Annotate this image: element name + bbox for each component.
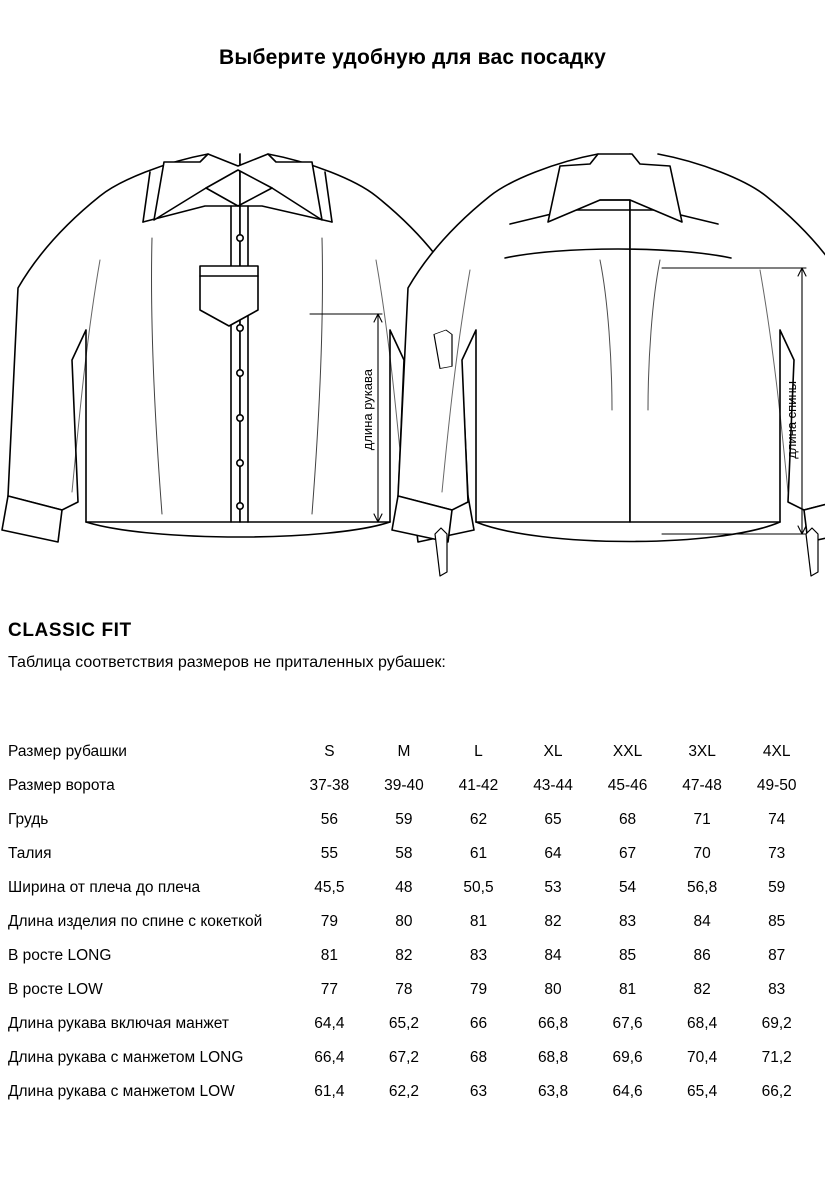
- column-header: S: [324, 743, 335, 760]
- row-label: Талия: [8, 845, 52, 862]
- row-label: Длина рукава с манжетом LOW: [8, 1083, 235, 1100]
- column-header: Размер рубашки: [8, 743, 127, 760]
- cell: 61: [469, 845, 488, 862]
- cell: 67: [618, 845, 637, 862]
- cell: 84: [693, 913, 711, 930]
- cell: 59: [395, 811, 413, 828]
- cell: 64: [544, 845, 562, 862]
- cell: 82: [395, 947, 413, 964]
- cell: 83: [618, 913, 637, 930]
- cell: 67,2: [388, 1049, 420, 1066]
- row-label: В росте LOW: [8, 981, 103, 998]
- cell: 41-42: [458, 777, 499, 794]
- row-label: Грудь: [8, 811, 49, 828]
- cell: 69,2: [761, 1015, 792, 1032]
- cell: 68: [618, 811, 637, 828]
- cell: 84: [544, 947, 562, 964]
- cell: 70,4: [687, 1049, 718, 1066]
- cell: 74: [768, 811, 786, 828]
- cell: 71: [693, 811, 711, 828]
- column-header: M: [397, 743, 411, 760]
- cell: 82: [693, 981, 711, 998]
- table-row: [8, 973, 814, 1007]
- cell: 62: [469, 811, 488, 828]
- column-header: 4XL: [762, 743, 791, 760]
- cell: 43-44: [533, 777, 573, 794]
- fit-subtitle: Таблица соответствия размеров не приталенных рубашек:: [8, 654, 446, 671]
- cell: 59: [768, 879, 786, 896]
- cell: 68,8: [537, 1049, 569, 1066]
- cell: 53: [544, 879, 562, 896]
- cell: 45-46: [607, 777, 648, 794]
- row-label: Размер ворота: [8, 777, 115, 794]
- cell: 64,4: [314, 1015, 345, 1032]
- cell: 66,4: [314, 1049, 345, 1066]
- cell: 79: [320, 913, 338, 930]
- cell: 79: [469, 981, 488, 998]
- cell: 45,5: [314, 879, 345, 896]
- cell: 86: [693, 947, 711, 964]
- cell: 49-50: [756, 777, 797, 794]
- table-row: [8, 871, 814, 905]
- cell: 68: [469, 1049, 488, 1066]
- cell: 65,4: [687, 1083, 718, 1100]
- cell: 67,6: [612, 1015, 643, 1032]
- table-row: [8, 939, 814, 973]
- cell: 85: [618, 947, 637, 964]
- table-row: [8, 837, 814, 871]
- table-row: [8, 1075, 814, 1109]
- cell: 37-38: [309, 777, 350, 794]
- column-header: 3XL: [688, 743, 716, 760]
- cell: 63,8: [537, 1083, 569, 1100]
- shirt-illustration: [0, 110, 825, 580]
- cell: 68,4: [687, 1015, 718, 1032]
- table-row: [8, 1041, 814, 1075]
- cell: 55: [320, 845, 338, 862]
- cell: 77: [320, 981, 338, 998]
- cell: 81: [469, 913, 488, 930]
- cell: 71,2: [761, 1049, 792, 1066]
- table-row: [8, 905, 814, 939]
- cell: 85: [768, 913, 786, 930]
- cell: 70: [693, 845, 711, 862]
- cell: 56: [320, 811, 338, 828]
- cell: 83: [768, 981, 786, 998]
- table-row: [8, 769, 814, 803]
- row-label: Ширина от плеча до плеча: [8, 879, 201, 896]
- cell: 61,4: [314, 1083, 345, 1100]
- cell: 66,2: [761, 1083, 792, 1100]
- cell: 63: [469, 1083, 488, 1100]
- cell: 56,8: [687, 879, 718, 896]
- table-row: [8, 1007, 814, 1041]
- sleeve-length-label: длина рукава: [360, 369, 375, 451]
- cell: 50,5: [463, 879, 494, 896]
- cell: 81: [618, 981, 637, 998]
- cell: 66,8: [537, 1015, 569, 1032]
- cell: 69,6: [612, 1049, 643, 1066]
- column-header: XXL: [612, 743, 643, 760]
- page-title: Выберите удобную для вас посадку: [218, 46, 607, 69]
- column-header: XL: [543, 743, 563, 760]
- cell: 65,2: [388, 1015, 420, 1032]
- cell: 58: [395, 845, 413, 862]
- cell: 80: [544, 981, 562, 998]
- cell: 73: [768, 845, 786, 862]
- cell: 78: [395, 981, 413, 998]
- table-header-row: [8, 735, 814, 769]
- row-label: Длина рукава с манжетом LONG: [8, 1049, 244, 1066]
- cell: 64,6: [612, 1083, 643, 1100]
- table-row: [8, 803, 814, 837]
- cell: 54: [618, 879, 637, 896]
- cell: 81: [320, 947, 338, 964]
- cell: 62,2: [388, 1083, 420, 1100]
- cell: 39-40: [384, 777, 424, 794]
- cell: 47-48: [682, 777, 722, 794]
- column-header: L: [474, 743, 483, 760]
- cell: 87: [768, 947, 786, 964]
- cell: 66: [469, 1015, 488, 1032]
- cell: 48: [395, 879, 413, 896]
- back-length-label: длина спины: [784, 381, 799, 459]
- fit-heading: CLASSIC FIT: [8, 620, 132, 641]
- cell: 65: [544, 811, 562, 828]
- row-label: Длина рукава включая манжет: [8, 1015, 229, 1032]
- size-table: [8, 735, 814, 1109]
- cell: 80: [395, 913, 413, 930]
- cell: 82: [544, 913, 562, 930]
- row-label: Длина изделия по спине с кокеткой: [8, 913, 263, 930]
- row-label: В росте LONG: [8, 947, 112, 964]
- cell: 83: [469, 947, 488, 964]
